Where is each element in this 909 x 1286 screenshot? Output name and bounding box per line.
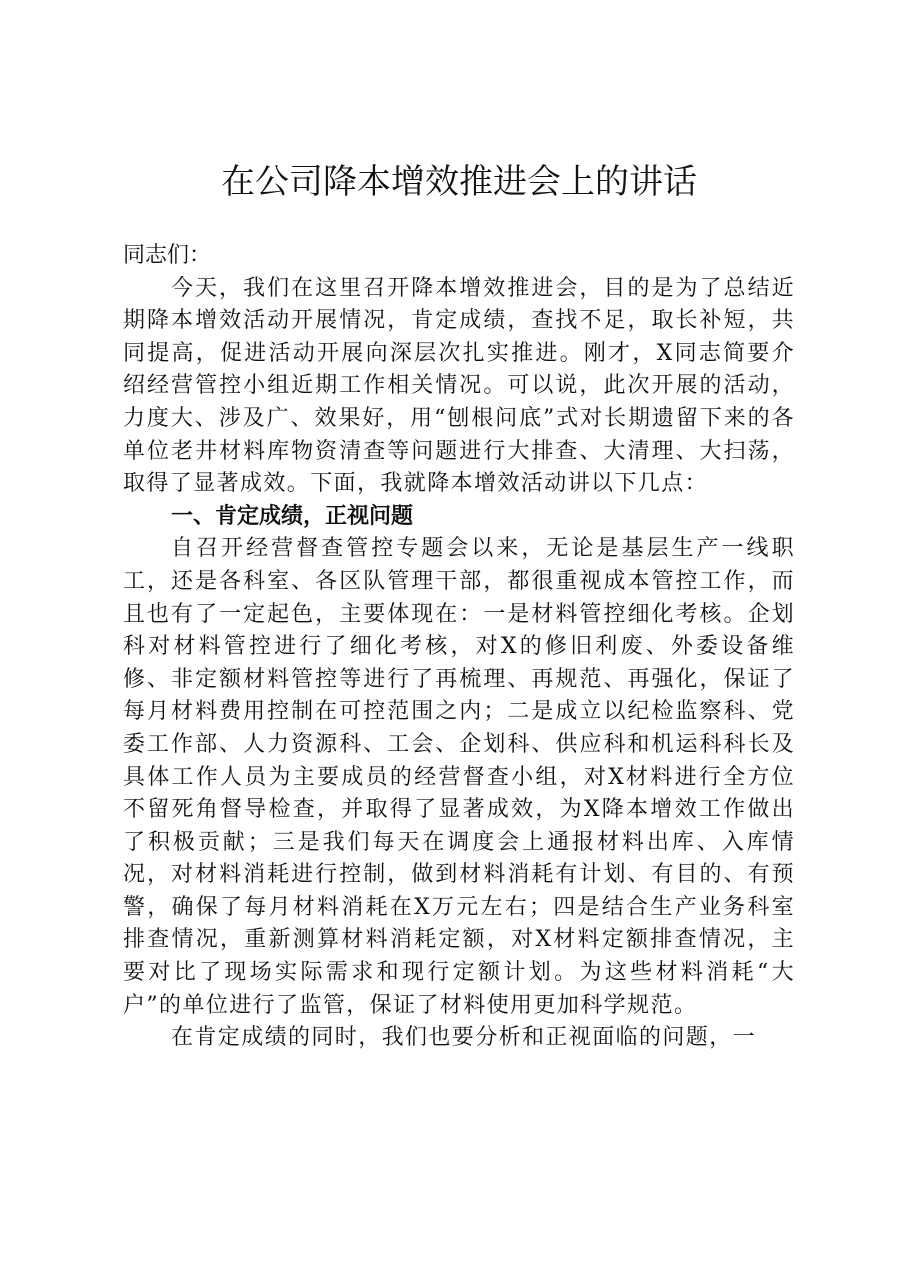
section-heading-1: 一、肯定成绩，正视问题 <box>171 503 414 529</box>
salutation: 同志们： <box>123 243 212 268</box>
section-1-paragraph-2: 在肯定成绩的同时，我们也要分析和正视面临的问题，一 <box>171 1025 757 1051</box>
document-title: 在公司降本增效推进会上的讲话 <box>221 162 697 202</box>
document-body <box>123 240 795 1055</box>
document-page <box>123 0 795 1286</box>
intro-paragraph: 今天，我们在这里召开降本增效推进会，目的是为了总结近期降本增效活动开展情况，肯定成绩，查找不足，取长补短，共同提高，促进活动开展向深层次扎实推进。刚才，X同志简要介绍经营管控小组近期工作相关情况。可以说，此次开展的活动，力度大、涉及广、效果好，用“刨根问底”式对长期遗留下来的各单位老井材料库物资清查等问题进行大排查、大清理、大扫荡，取得了显著成效。下面，我就降本增效活动讲以下几点： <box>123 275 795 497</box>
section-1-paragraph-1: 自召开经营督查管控专题会以来，无论是基层生产一线职工，还是各科室、各区队管理干部，都很重视成本管控工作，而且也有了一定起色，主要体现在：一是材料管控细化考核。企划科对材料管控进行了细化考核，对X的修旧利废、外委设备维修、非定额材料管控等进行了再梳理、再规范、再强化，保证了每月材料费用控制在可控范围之内；二是成立以纪检监察科、党委工作部、人力资源科、工会、企划科、供应科和机运科科长及具体工作人员为主要成员的经营督查小组，对X材料进行全方位不留死角督导检查，并取得了显著成效，为X降本增效工作做出了积极贡献；三是我们每天在调度会上通报材料出库、入库情况，对材料消耗进行控制，做到材料消耗有计划、有目的、有预警，确保了每月材料消耗在X万元左右；四是结合生产业务科室排查情况，重新测算材料消耗定额，对X材料定额排查情况，主要对比了现场实际需求和现行定额计划。为这些材料消耗“大户”的单位进行了监管，保证了材料使用更加科学规范。 <box>123 536 795 1018</box>
